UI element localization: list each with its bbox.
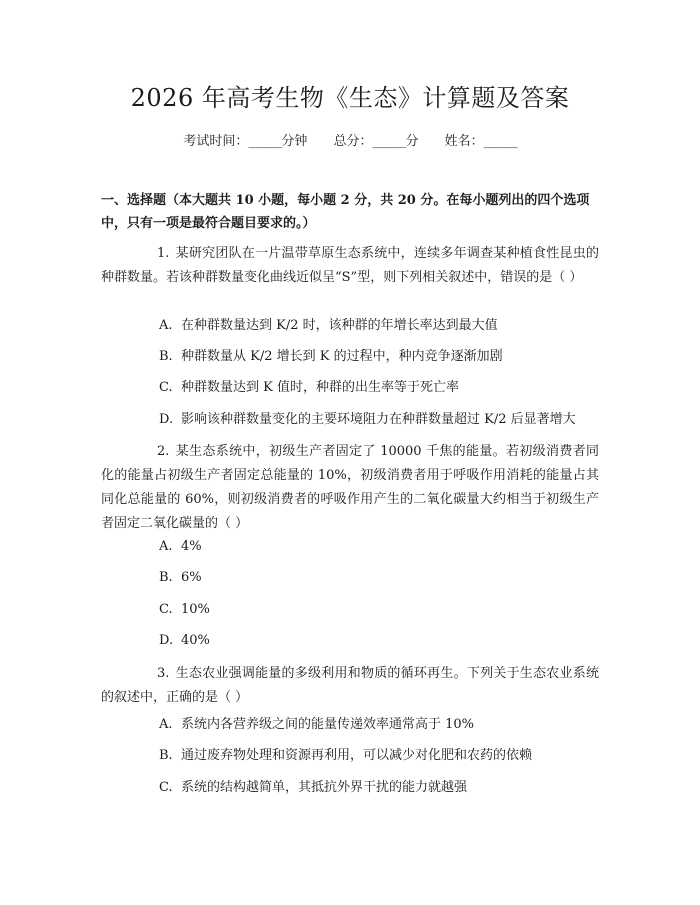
option-text: 影响该种群数量变化的主要环境阻力在种群数量超过 K/2 后显著增大 <box>181 412 576 427</box>
question-2-option-d <box>159 631 609 651</box>
exam-time-label: 考试时间： <box>183 134 249 149</box>
question-2-option-a <box>159 537 609 557</box>
option-text: 通过废弃物处理和资源再利用，可以减少对化肥和农药的依赖 <box>181 748 533 763</box>
option-letter: C. <box>159 780 173 795</box>
question-3-option-a <box>159 715 609 735</box>
exam-meta-line <box>0 133 700 151</box>
question-1-option-c <box>159 378 609 398</box>
total-score-unit: 分 <box>405 134 419 149</box>
option-text: 4% <box>181 539 202 554</box>
question-2-option-b <box>159 568 609 588</box>
student-name-label: 姓名： <box>444 134 484 149</box>
option-letter: B. <box>159 570 173 585</box>
option-letter: D. <box>159 412 174 427</box>
question-2 <box>101 440 599 536</box>
question-2-option-c <box>159 600 609 620</box>
option-text: 系统内各营养级之间的能量传递效率通常高于 10% <box>181 717 475 732</box>
exam-time-blank: ______ <box>248 134 282 149</box>
question-number: 1. <box>157 246 170 261</box>
question-number: 3. <box>157 666 170 681</box>
option-text: 6% <box>181 570 202 585</box>
question-1-option-d <box>159 410 609 430</box>
total-score-field <box>333 133 418 151</box>
document-title: 2026 年高考生物《生态》计算题及答案 <box>130 84 570 112</box>
question-text: 某生态系统中，初级生产者固定了 10000 千焦的能量。若初级消费者同化的能量占初级生产者固定总能量的 10%，初级消费者用于呼吸作用消耗的能量占其同化总能量的 60%，则初级消费者的呼吸作用产生的二氧化碳量大约相当于初级生产者固定二氧化碳量的（ ） <box>101 444 599 531</box>
question-1 <box>101 242 599 290</box>
student-name-field <box>445 133 517 151</box>
option-text: 种群数量从 K/2 增长到 K 的过程中，种内竞争逐渐加剧 <box>181 349 503 364</box>
option-text: 种群数量达到 K 值时，种群的出生率等于死亡率 <box>181 380 459 395</box>
option-text: 在种群数量达到 K/2 时，该种群的年增长率达到最大值 <box>181 318 498 333</box>
option-text: 40% <box>181 633 210 648</box>
question-text: 生态农业强调能量的多级利用和物质的循环再生。下列关于生态农业系统的叙述中，正确的是（ ） <box>101 666 599 705</box>
total-score-label: 总分： <box>333 134 373 149</box>
option-letter: B. <box>159 349 173 364</box>
option-letter: A. <box>159 539 173 554</box>
question-3-option-c <box>159 778 609 798</box>
question-text: 某研究团队在一片温带草原生态系统中，连续多年调查某种植食性昆虫的种群数量。若该种群数量变化曲线近似呈“S”型，则下列相关叙述中，错误的是（ ） <box>101 246 599 285</box>
question-1-option-b <box>159 347 609 367</box>
section-heading: 一、选择题（本大题共 10 小题，每小题 2 分，共 20 分。在每小题列出的四个选项中，只有一项是最符合题目要求的。） <box>101 193 590 231</box>
exam-time-unit: 分钟 <box>281 134 308 149</box>
option-letter: A. <box>159 717 173 732</box>
option-text: 系统的结构越简单，其抵抗外界干扰的能力就越强 <box>181 780 468 795</box>
question-3-option-b <box>159 746 609 766</box>
exam-time-field <box>183 133 307 151</box>
option-letter: D. <box>159 633 174 648</box>
question-3 <box>101 662 599 710</box>
question-number: 2. <box>157 444 170 459</box>
option-text: 10% <box>181 602 210 617</box>
option-letter: C. <box>159 380 173 395</box>
option-letter: C. <box>159 602 173 617</box>
total-score-blank: ______ <box>372 134 406 149</box>
option-letter: A. <box>159 318 173 333</box>
option-letter: B. <box>159 748 173 763</box>
question-1-option-a <box>159 316 609 336</box>
student-name-blank: ______ <box>483 134 517 149</box>
